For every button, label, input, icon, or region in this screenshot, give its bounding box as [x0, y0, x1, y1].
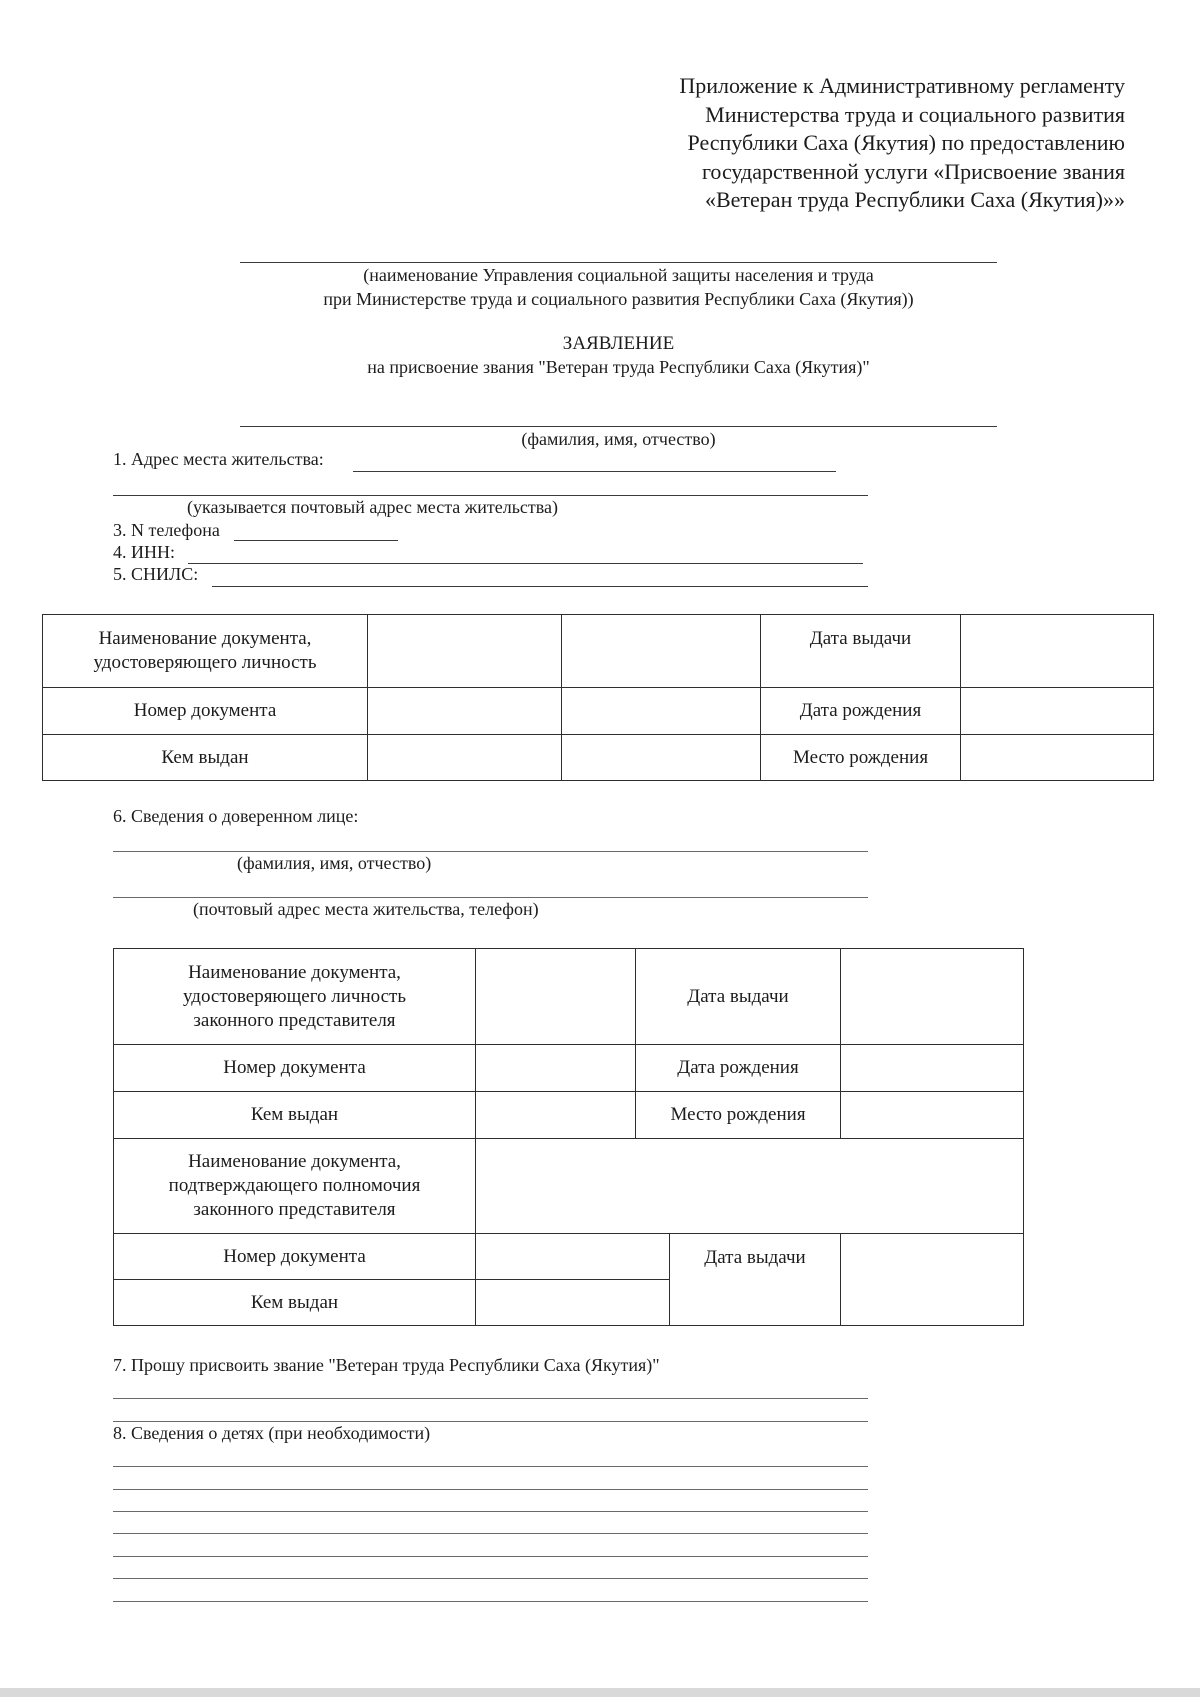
children-line[interactable] — [113, 1578, 868, 1579]
header-line: Приложение к Административному регламенту — [679, 73, 1125, 98]
birth-date-cell[interactable] — [961, 688, 1154, 735]
inn-label: 4. ИНН: — [113, 542, 175, 562]
rep-issue-date-cell[interactable] — [841, 949, 1024, 1045]
children-line[interactable] — [113, 1466, 868, 1467]
auth-issue-date-cell[interactable] — [841, 1234, 1024, 1326]
auth-issued-by-cell[interactable] — [476, 1280, 670, 1326]
birth-place-cell[interactable] — [961, 735, 1154, 781]
auth-issued-by-label: Кем выдан — [114, 1280, 476, 1326]
rep-birth-place-cell[interactable] — [841, 1092, 1024, 1139]
rep-issue-date-label: Дата выдачи — [636, 949, 841, 1045]
rep-doc-name-cell[interactable] — [476, 949, 636, 1045]
request-label: 7. Прошу присвоить звание "Ветеран труда Республики Саха (Якутия)" — [113, 1355, 660, 1375]
birth-date-label: Дата рождения — [761, 688, 961, 735]
request-line-1[interactable] — [113, 1398, 868, 1399]
proxy-name-field[interactable] — [113, 851, 868, 852]
snils-label: 5. СНИЛС: — [113, 564, 199, 584]
rep-birth-place-label: Место рождения — [636, 1092, 841, 1139]
agency-caption-line2: при Министерстве труда и социального развития Республики Саха (Якутия)) — [323, 289, 914, 309]
issued-by-label: Кем выдан — [43, 735, 368, 781]
applicant-name-field[interactable] — [240, 426, 997, 427]
authority-doc-cell[interactable] — [476, 1139, 1024, 1234]
snils-field[interactable] — [212, 586, 868, 587]
header-line: государственной услуги «Присвоение звания — [701, 158, 1125, 184]
rep-issued-by-cell[interactable] — [476, 1092, 636, 1139]
proxy-name-caption: (фамилия, имя, отчество) — [237, 853, 432, 873]
representative-document-table — [113, 948, 1024, 1326]
auth-doc-number-label: Номер документа — [114, 1234, 476, 1280]
issue-date-label: Дата выдачи — [761, 615, 961, 688]
children-label: 8. Сведения о детях (при необходимости) — [113, 1423, 431, 1443]
children-line[interactable] — [113, 1533, 868, 1534]
inn-field[interactable] — [188, 563, 863, 564]
address-field-line2[interactable] — [113, 495, 868, 496]
authority-doc-label: Наименование документа, подтверждающего полномочия законного представителя — [114, 1139, 476, 1234]
rep-doc-number-label: Номер документа — [114, 1045, 476, 1092]
rep-doc-number-cell[interactable] — [476, 1045, 636, 1092]
auth-issue-date-label: Дата выдачи — [670, 1234, 841, 1326]
doc-number-label: Номер документа — [43, 688, 368, 735]
document-subtitle: на присвоение звания "Ветеран труда Республики Саха (Якутия)" — [367, 357, 870, 377]
regulation-appendix-header — [679, 72, 1125, 215]
birth-place-label: Место рождения — [761, 735, 961, 781]
children-line[interactable] — [113, 1601, 868, 1602]
doc-number-cell[interactable] — [368, 688, 562, 735]
header-line: «Ветеран труда Республики Саха (Якутия)»» — [704, 187, 1125, 212]
proxy-section-label: 6. Сведения о доверенном лице: — [113, 806, 359, 826]
issued-by-cell-2[interactable] — [562, 735, 761, 781]
phone-label: 3. N телефона — [113, 520, 220, 540]
identity-doc-name-cell-2[interactable] — [562, 615, 761, 688]
rep-birth-date-label: Дата рождения — [636, 1045, 841, 1092]
auth-doc-number-cell[interactable] — [476, 1234, 670, 1280]
applicant-name-caption: (фамилия, имя, отчество) — [521, 429, 716, 449]
children-line[interactable] — [113, 1489, 868, 1490]
address-field[interactable] — [353, 471, 836, 472]
phone-field[interactable] — [234, 540, 398, 541]
address-label: 1. Адрес места жительства: — [113, 449, 324, 469]
header-line: Министерства труда и социального развития — [705, 101, 1125, 127]
rep-issued-by-label: Кем выдан — [114, 1092, 476, 1139]
proxy-address-caption: (почтовый адрес места жительства, телефон) — [193, 899, 539, 919]
agency-name-field[interactable] — [240, 262, 997, 263]
children-line[interactable] — [113, 1556, 868, 1557]
address-caption: (указывается почтовый адрес места жительства) — [187, 497, 559, 517]
request-line-2[interactable] — [113, 1421, 868, 1422]
rep-doc-name-label: Наименование документа, удостоверяющего личность законного представителя — [114, 949, 476, 1045]
proxy-address-field[interactable] — [113, 897, 868, 898]
document-title: ЗАЯВЛЕНИЕ — [562, 333, 675, 354]
issue-date-cell[interactable] — [961, 615, 1154, 688]
header-line: Республики Саха (Якутия) по предоставлению — [687, 130, 1125, 155]
identity-doc-name-cell[interactable] — [368, 615, 562, 688]
identity-doc-name-label: Наименование документа, удостоверяющего личность — [43, 615, 368, 688]
children-line[interactable] — [113, 1511, 868, 1512]
agency-caption-line1: (наименование Управления социальной защиты населения и труда — [363, 265, 874, 285]
issued-by-cell[interactable] — [368, 735, 562, 781]
identity-document-table — [42, 614, 1154, 781]
scan-bottom-edge — [0, 1688, 1200, 1697]
rep-birth-date-cell[interactable] — [841, 1045, 1024, 1092]
doc-number-cell-2[interactable] — [562, 688, 761, 735]
